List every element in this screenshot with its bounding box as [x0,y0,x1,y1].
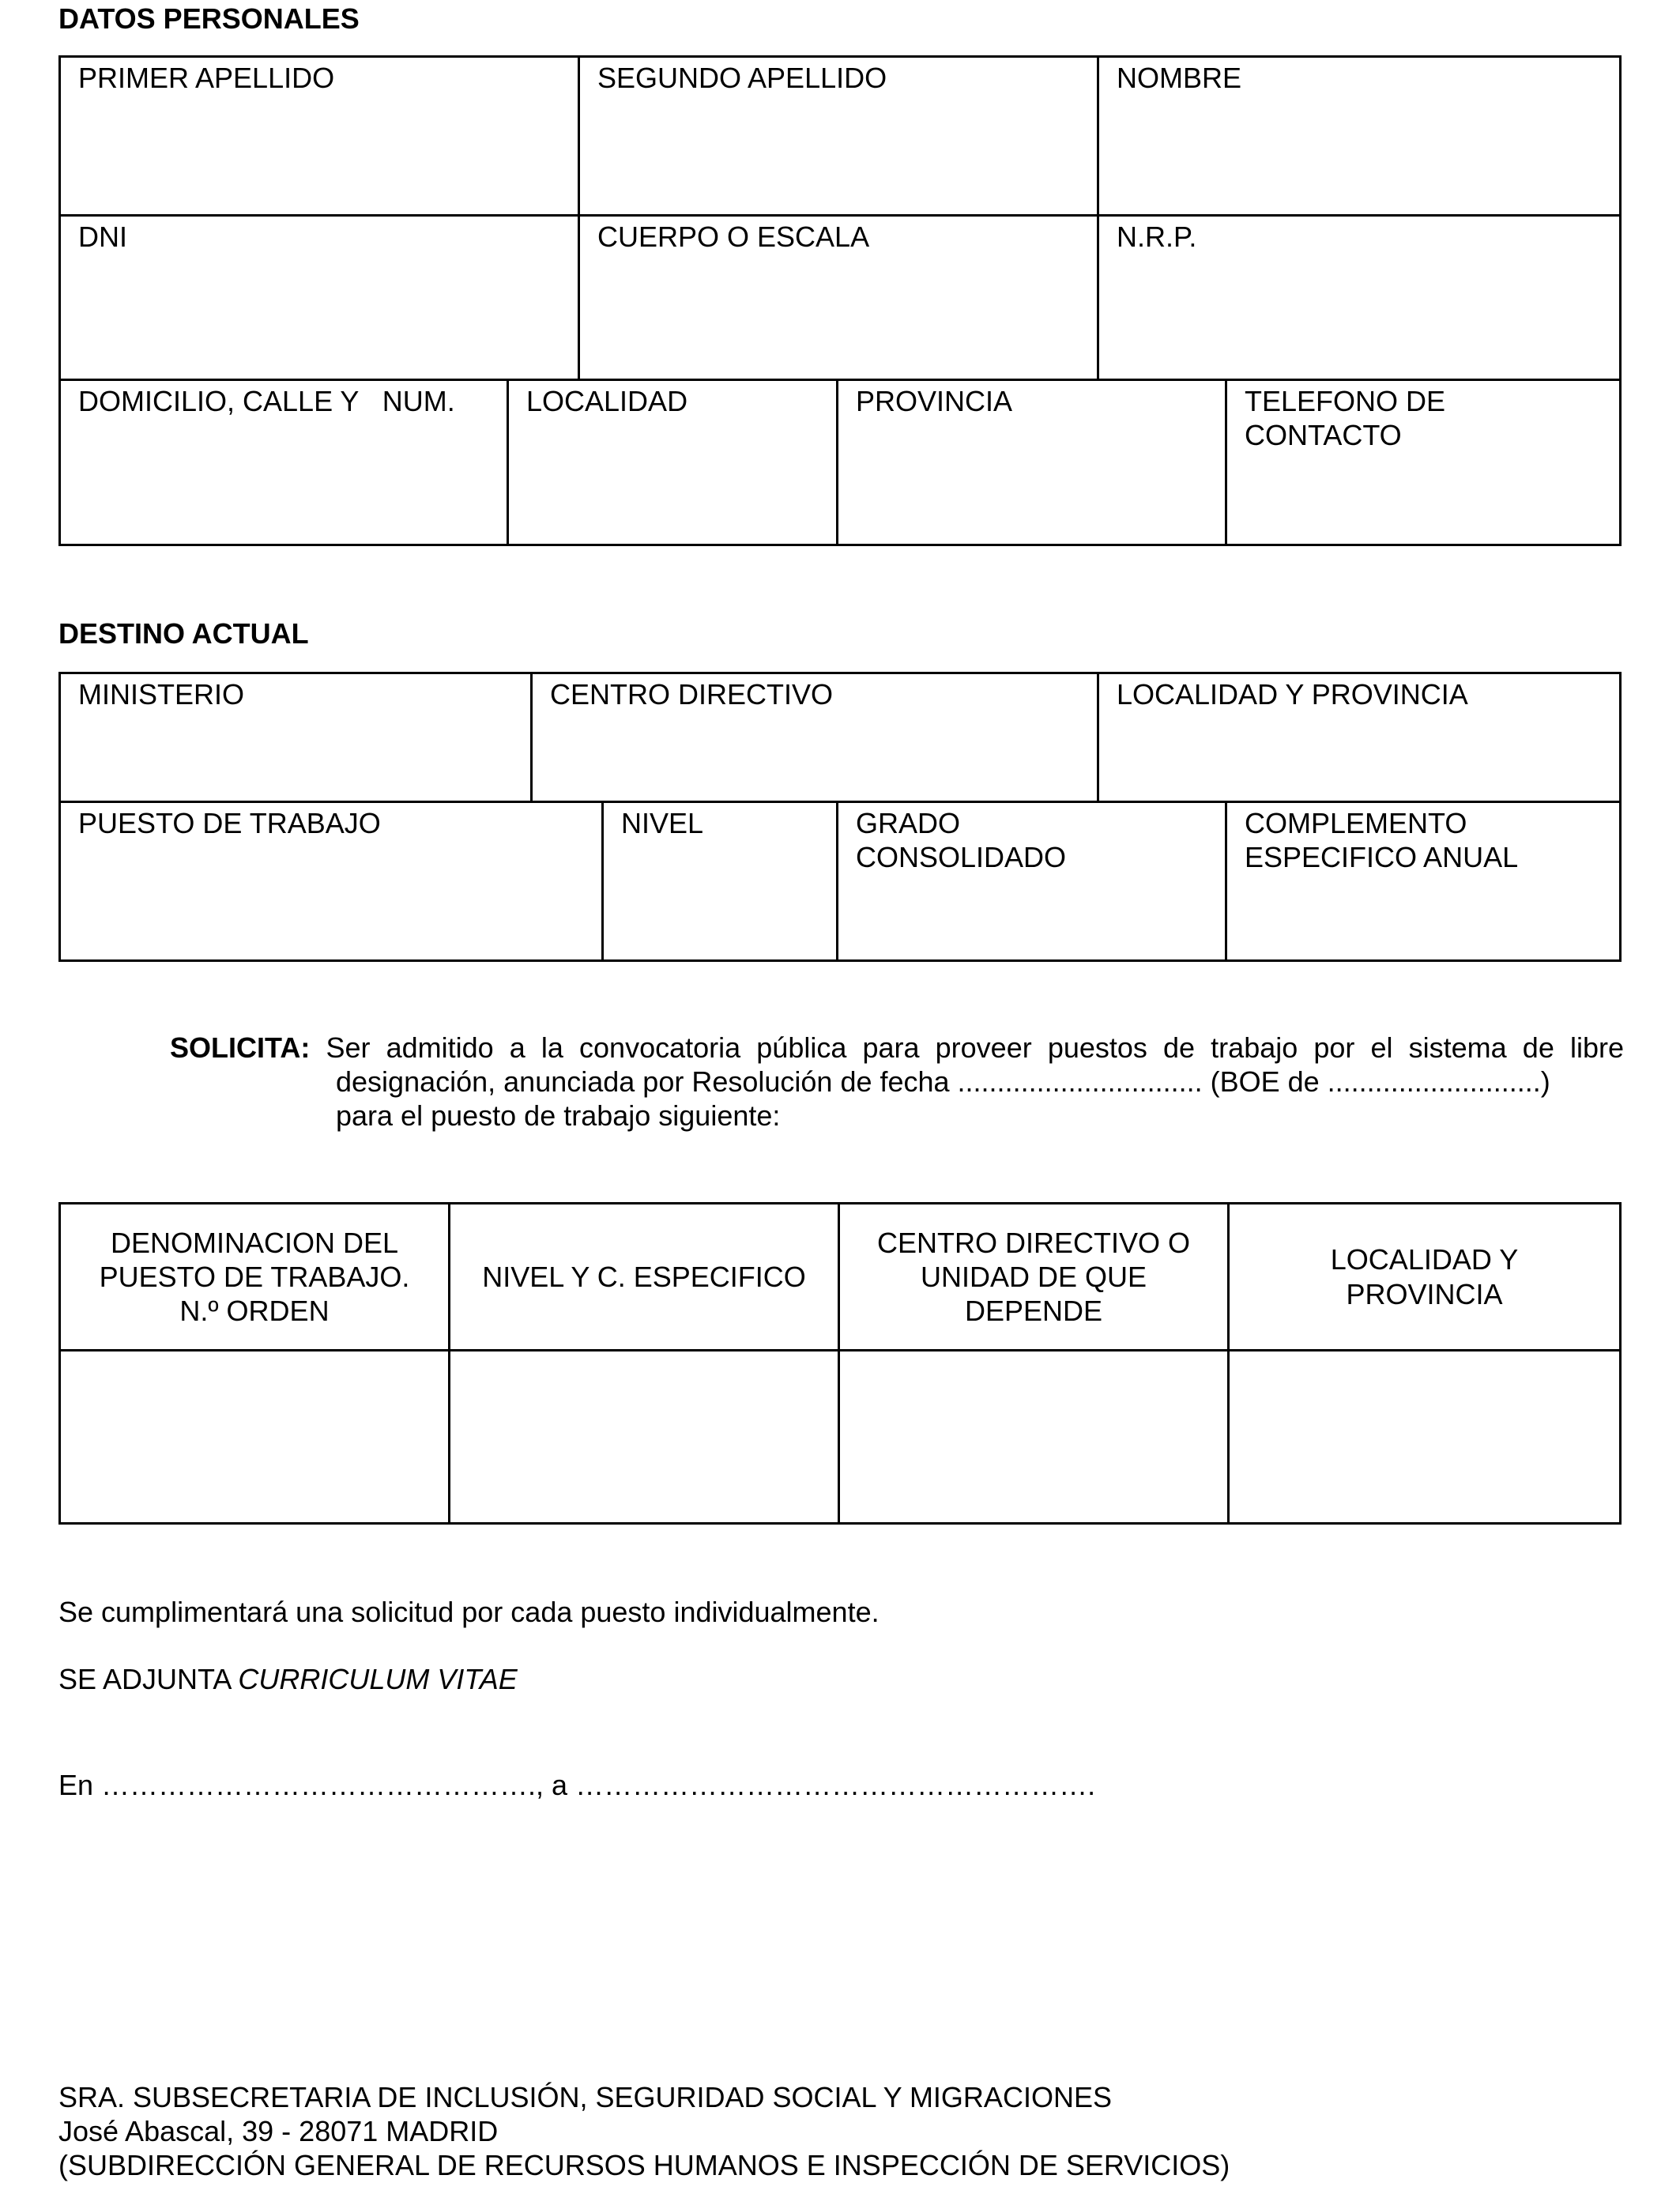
field-label: TELEFONO DE CONTACTO [1245,385,1446,452]
table-cell-denominacion[interactable] [58,1349,450,1525]
field-dni[interactable] [58,214,580,381]
field-nivel[interactable] [601,801,838,962]
field-domicilio[interactable] [58,379,509,546]
recipient-line-3: (SUBDIRECCIÓN GENERAL DE RECURSOS HUMANOS E INSPECCIÓN DE SERVICIOS) [58,2149,1230,2181]
table-header-denominacion [58,1202,450,1351]
note-adjunta-cv: CURRICULUM VITAE [238,1663,518,1695]
field-label: GRADO CONSOLIDADO [856,807,1067,874]
header-label: CENTRO DIRECTIVO O UNIDAD DE QUE DEPENDE [876,1226,1191,1328]
field-localidad-provincia[interactable] [1097,672,1622,803]
recipient-line-2: José Abascal, 39 - 28071 MADRID [58,2115,499,2147]
field-grado-consolidado[interactable] [836,801,1227,962]
solicita-paragraph [170,1031,1624,1133]
solicita-text-1: Ser admitido a la convocatoria pública para proveer puestos de trabajo por el sistema de libre [326,1031,1624,1064]
field-label: CUERPO O ESCALA [597,221,870,253]
note-adjunta [58,1662,518,1696]
solicita-line-3: para el puesto de trabajo siguiente: [336,1099,781,1132]
field-cuerpo-escala[interactable] [578,214,1099,381]
field-label: SEGUNDO APELLIDO [597,62,887,94]
place-date-line[interactable]: En ………………………………………., a ………………………………………………. [58,1769,1096,1801]
field-label: DNI [78,221,127,253]
header-label: LOCALIDAD Y PROVINCIA [1330,1243,1519,1310]
field-telefono[interactable] [1225,379,1622,546]
solicita-line-1 [170,1031,1624,1065]
section-heading-destino-actual: DESTINO ACTUAL [58,617,309,650]
field-label: NIVEL [621,807,704,839]
table-cell-centro[interactable] [838,1349,1230,1525]
field-primer-apellido[interactable] [58,55,580,217]
section-heading-datos-personales: DATOS PERSONALES [58,2,360,35]
table-header-localidad [1227,1202,1622,1351]
field-label: MINISTERIO [78,678,245,711]
field-centro-directivo[interactable] [530,672,1099,803]
field-label: PROVINCIA [856,385,1013,417]
note-individual: Se cumplimentará una solicitud por cada puesto individualmente. [58,1596,880,1628]
field-label: N.R.P. [1117,221,1197,253]
field-label: PRIMER APELLIDO [78,62,335,94]
field-provincia[interactable] [836,379,1227,546]
field-label: NOMBRE [1117,62,1242,94]
table-header-centro [838,1202,1230,1351]
solicita-line-2: designación, anunciada por Resolución de fecha ............................... (BOE de ...........................) [336,1065,1550,1098]
field-label: CENTRO DIRECTIVO [550,678,834,711]
field-label: LOCALIDAD [526,385,688,417]
field-complemento-especifico[interactable] [1225,801,1622,962]
field-label: DOMICILIO, CALLE Y NUM. [78,385,455,417]
recipient-address [58,2080,1230,2182]
header-label: DENOMINACION DEL PUESTO DE TRABAJO. N.º ORDEN [99,1226,410,1328]
table-header-nivel [448,1202,840,1351]
header-label: NIVEL Y C. ESPECIFICO [482,1260,806,1293]
table-cell-localidad[interactable] [1227,1349,1622,1525]
field-ministerio[interactable] [58,672,533,803]
recipient-line-1: SRA. SUBSECRETARIA DE INCLUSIÓN, SEGURIDAD SOCIAL Y MIGRACIONES [58,2081,1112,2113]
table-cell-nivel[interactable] [448,1349,840,1525]
field-label: PUESTO DE TRABAJO [78,807,381,839]
field-label: LOCALIDAD Y PROVINCIA [1117,678,1468,711]
field-segundo-apellido[interactable] [578,55,1099,217]
field-nombre[interactable] [1097,55,1622,217]
field-label: COMPLEMENTO ESPECIFICO ANUAL [1245,807,1519,874]
note-adjunta-prefix: SE ADJUNTA [58,1663,239,1695]
field-localidad[interactable] [507,379,838,546]
field-nrp[interactable] [1097,214,1622,381]
solicita-lead: SOLICITA: [170,1031,311,1064]
field-puesto-trabajo[interactable] [58,801,604,962]
